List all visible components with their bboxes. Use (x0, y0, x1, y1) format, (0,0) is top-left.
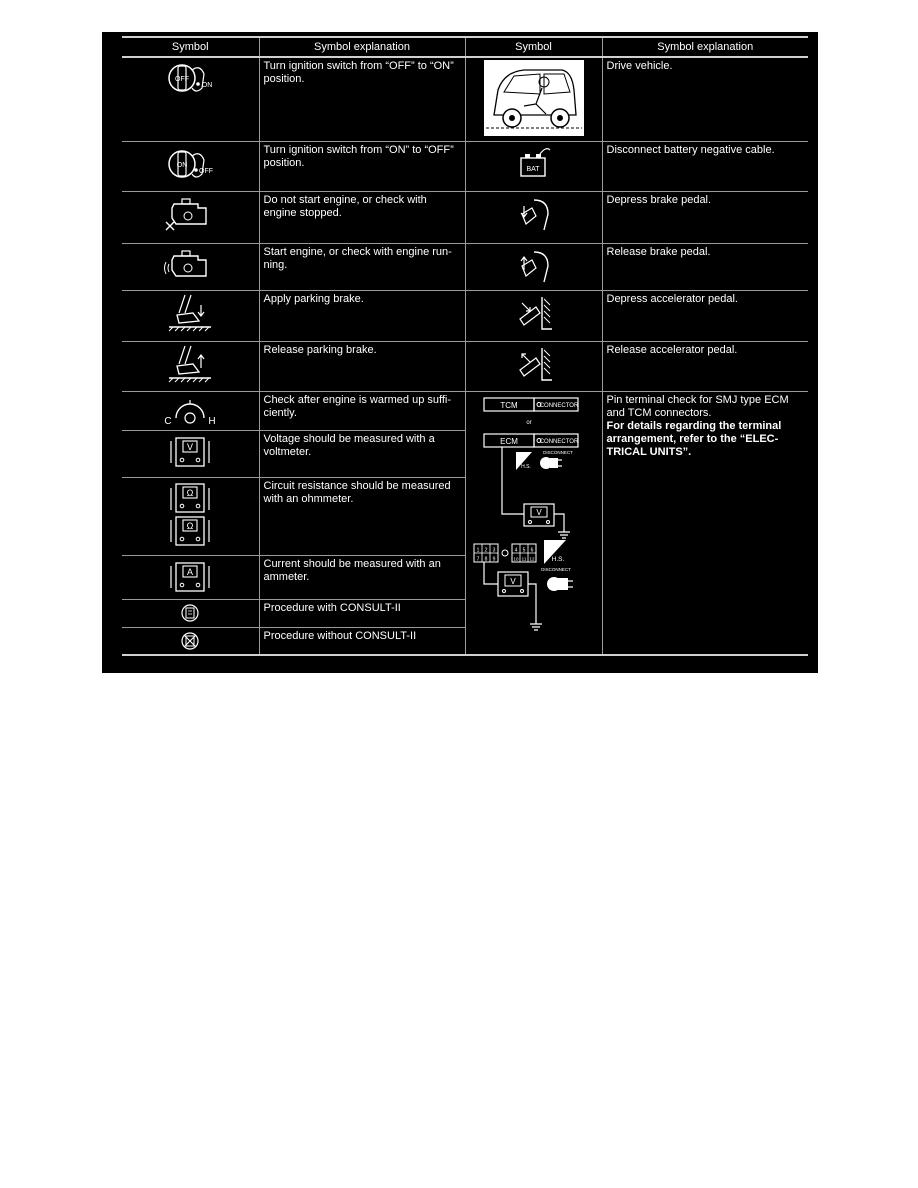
svg-text:11: 11 (521, 556, 526, 561)
explanation-cell: Apply parking brake. (259, 290, 465, 341)
explanation-cell: Voltage should be measured with a voltmeter. (259, 430, 465, 477)
table-row (122, 290, 808, 341)
svg-text:OFF: OFF (199, 167, 214, 175)
pin-check-text: Pin terminal check for SMJ type ECM and TCM connectors. (606, 393, 789, 419)
svg-text:CONNECTOR: CONNECTOR (539, 402, 578, 409)
svg-text:H.S.: H.S. (520, 463, 531, 470)
explanation-cell: Procedure with CONSULT-II (259, 599, 465, 627)
voltmeter-icon (165, 433, 215, 471)
svg-text:TCM: TCM (499, 400, 518, 410)
symbol-cell (122, 243, 259, 290)
symbol-cell (122, 290, 259, 341)
engine-stopped-icon (160, 194, 220, 234)
symbol-cell (122, 430, 259, 477)
table-row (122, 341, 808, 391)
header-symbol-right: Symbol (465, 37, 602, 57)
explanation-cell: Procedure without CONSULT-II (259, 627, 465, 655)
svg-text:A: A (187, 566, 194, 577)
symbol-cell (465, 391, 602, 655)
svg-text:ON: ON (177, 161, 188, 169)
symbol-cell (465, 243, 602, 290)
ammeter-icon (165, 558, 215, 596)
symbol-table (122, 36, 808, 656)
symbol-cell (122, 555, 259, 599)
symbol-cell (122, 191, 259, 243)
svg-text:CONNECTOR: CONNECTOR (539, 438, 578, 445)
svg-text:V: V (535, 507, 542, 517)
release-brake-icon (514, 246, 554, 286)
explanation-cell: Do not start engine, or check with engine stopped. (259, 191, 465, 243)
explanation-cell: Depress brake pedal. (602, 191, 808, 243)
svg-text:Ω: Ω (186, 520, 194, 531)
svg-text:1: 1 (476, 547, 479, 553)
svg-text:6: 6 (530, 547, 533, 553)
svg-text:DISCONNECT: DISCONNECT (540, 566, 571, 572)
depress-brake-icon (514, 194, 554, 234)
depress-accelerator-icon (512, 293, 556, 333)
drive-vehicle-icon (484, 60, 584, 136)
table-row (122, 191, 808, 243)
svg-text:ECM: ECM (499, 436, 518, 446)
symbol-cell (465, 191, 602, 243)
pin-terminal-check-icon (470, 394, 600, 646)
explanation-cell: Release parking brake. (259, 341, 465, 391)
consult-ii-icon (178, 602, 202, 624)
explanation-cell: Circuit resistance should be measured with an ohmmeter. (259, 477, 465, 555)
explanation-cell: Turn ignition switch from “OFF” to “ON” position. (259, 57, 465, 141)
svg-text:4: 4 (514, 547, 517, 553)
symbol-cell (465, 290, 602, 341)
symbol-cell (465, 57, 602, 141)
table-row (122, 141, 808, 191)
svg-text:9: 9 (492, 556, 495, 562)
svg-text:ON: ON (202, 82, 213, 89)
symbol-cell (122, 599, 259, 627)
ohmmeter-icon (165, 480, 215, 550)
explanation-cell: Turn ignition switch from “ON” to “OFF” position. (259, 141, 465, 191)
symbol-cell (122, 141, 259, 191)
explanation-cell: Disconnect battery negative cable. (602, 141, 808, 191)
svg-text:12: 12 (528, 556, 535, 561)
ignition-off-to-on-icon (160, 60, 220, 100)
explanation-cell: Start engine, or check with engine run-ning. (259, 243, 465, 290)
svg-text:8: 8 (484, 556, 487, 562)
explanation-cell: Drive vehicle. (602, 57, 808, 141)
svg-text:V: V (187, 441, 194, 452)
symbol-cell (122, 627, 259, 655)
header-explanation-right: Symbol explanation (602, 37, 808, 57)
header-explanation-left: Symbol explanation (259, 37, 465, 57)
svg-text:BAT: BAT (525, 165, 540, 173)
symbol-cell (122, 341, 259, 391)
svg-text:Ω: Ω (186, 487, 194, 498)
svg-text:7: 7 (476, 556, 479, 562)
battery-icon (514, 144, 554, 184)
explanation-cell: Depress accelerator pedal. (602, 290, 808, 341)
explanation-cell: Release brake pedal. (602, 243, 808, 290)
svg-text:or: or (525, 419, 532, 426)
svg-text:10: 10 (512, 556, 519, 561)
release-accelerator-icon (512, 344, 556, 384)
explanation-cell: Release accelerator pedal. (602, 341, 808, 391)
release-parking-brake-icon (165, 344, 215, 386)
svg-text:OFF: OFF (175, 76, 190, 83)
symbol-cell (465, 141, 602, 191)
table-row (122, 243, 808, 290)
svg-text:H.S.: H.S. (551, 555, 564, 563)
header-symbol-left: Symbol (122, 37, 259, 57)
svg-text:H: H (208, 415, 216, 427)
warm-up-gauge-icon (160, 394, 220, 428)
symbol-cell (122, 391, 259, 430)
terminal-block (474, 544, 536, 563)
table-row (122, 391, 808, 430)
explanation-cell (602, 391, 808, 655)
no-consult-ii-icon (178, 630, 202, 652)
symbol-table-panel (102, 32, 818, 673)
svg-text:C: C (164, 415, 172, 427)
table-row (122, 57, 808, 141)
svg-text:V: V (509, 576, 516, 586)
engine-running-icon (160, 246, 220, 286)
pin-check-bold-text: For details regarding the terminal arrangement, refer to the “ELEC-TRICAL UNITS”. (606, 419, 782, 458)
ignition-on-to-off-icon (160, 144, 220, 184)
svg-text:5: 5 (522, 547, 525, 553)
explanation-cell: Check after engine is warmed up suffi-ciently. (259, 391, 465, 430)
symbol-cell (122, 477, 259, 555)
symbol-cell (465, 341, 602, 391)
svg-text:DISCONNECT: DISCONNECT (542, 449, 573, 455)
svg-text:2: 2 (484, 547, 487, 553)
svg-text:3: 3 (492, 547, 495, 553)
symbol-cell (122, 57, 259, 141)
apply-parking-brake-icon (165, 293, 215, 335)
header-row (122, 37, 808, 57)
explanation-cell: Current should be measured with an ammeter. (259, 555, 465, 599)
